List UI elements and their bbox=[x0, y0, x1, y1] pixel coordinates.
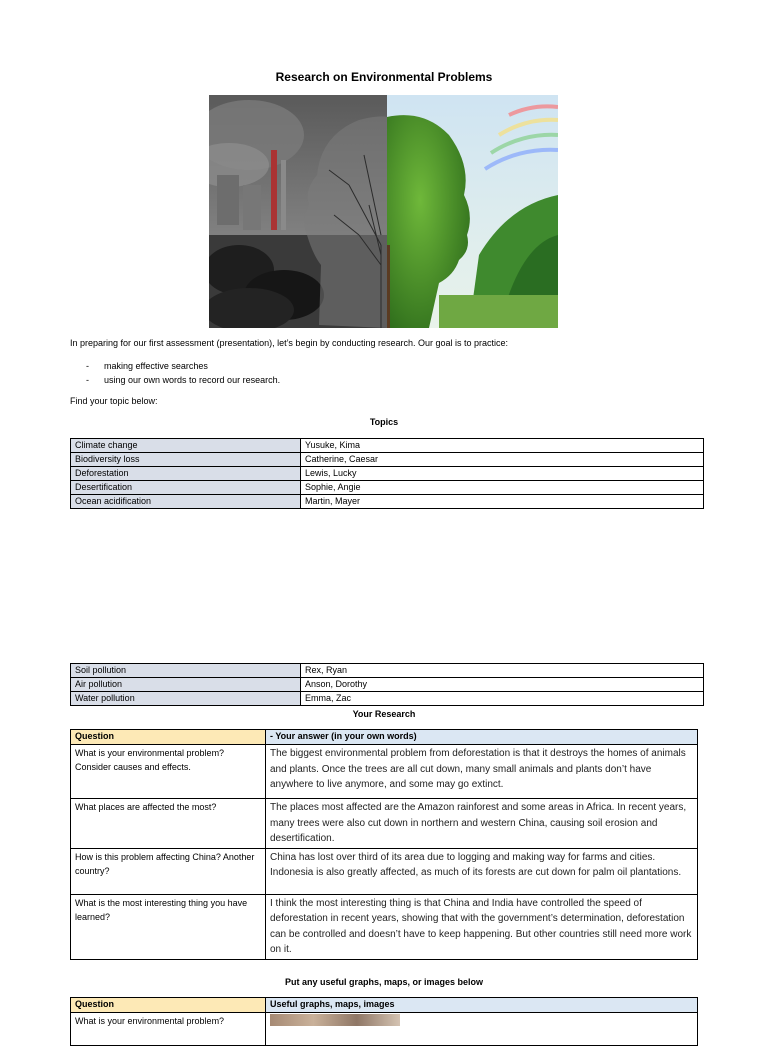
students-cell: Rex, Ryan bbox=[301, 664, 704, 678]
research-table bbox=[70, 729, 698, 960]
page-title: Research on Environmental Problems bbox=[275, 70, 493, 84]
students-cell: Catherine, Caesar bbox=[301, 453, 704, 467]
table-row bbox=[71, 745, 698, 799]
table-cell-question: How is this problem affecting China? Another country? bbox=[71, 848, 266, 894]
topic-cell: Deforestation bbox=[71, 467, 301, 481]
topic-cell: Water pollution bbox=[71, 692, 301, 706]
intro-text: In preparing for our first assessment (presentation), let’s begin by conducting research. Our goal is to practice: bbox=[70, 338, 509, 348]
graphs-heading: Put any useful graphs, maps, or images below bbox=[284, 977, 484, 987]
table-row bbox=[71, 799, 698, 849]
table-cell-answer: I think the most interesting thing is that China and India have controlled the speed of deforestation in recent years, showing that with the government’s determination, deforestation can be controlled and doesn’t have to keep happening. But other countries still need more work on it. bbox=[266, 894, 698, 959]
topic-cell: Soil pollution bbox=[71, 664, 301, 678]
answer-header: - Your answer (in your own words) bbox=[266, 730, 698, 745]
topic-cell: Climate change bbox=[71, 439, 301, 453]
research-heading: Your Research bbox=[352, 709, 416, 719]
table-cell-question: What is the most interesting thing you have learned? bbox=[71, 894, 266, 959]
topics-heading: Topics bbox=[369, 417, 399, 427]
table-row bbox=[71, 664, 704, 678]
table-cell-question: What is your environmental problem? Consider causes and effects. bbox=[71, 745, 266, 799]
table-row bbox=[71, 678, 704, 692]
topic-cell: Air pollution bbox=[71, 678, 301, 692]
question-header: Question bbox=[71, 730, 266, 745]
list-item: - making effective searches bbox=[86, 361, 208, 371]
table-row bbox=[71, 848, 698, 894]
topic-cell: Biodiversity loss bbox=[71, 453, 301, 467]
students-cell: Emma, Zac bbox=[301, 692, 704, 706]
table-row bbox=[71, 453, 704, 467]
useful-image-thumbnail bbox=[270, 1014, 400, 1026]
useful-graphs-header: Useful graphs, maps, images bbox=[266, 998, 698, 1013]
topics-table-continued bbox=[70, 663, 704, 706]
find-topic-text: Find your topic below: bbox=[70, 396, 158, 406]
table-row bbox=[71, 439, 704, 453]
students-cell: Martin, Mayer bbox=[301, 495, 704, 509]
students-cell: Yusuke, Kima bbox=[301, 439, 704, 453]
table-cell-answer: The places most affected are the Amazon rainforest and some areas in Africa. In recent years, many trees were also cut down in northern and western China, causing soil erosion and desertification. bbox=[266, 799, 698, 849]
table-row bbox=[71, 481, 704, 495]
environment-hero-image bbox=[209, 95, 558, 328]
question-header: Question bbox=[71, 998, 266, 1013]
table-cell-answer: The biggest environmental problem from deforestation is that it destroys the homes of animals and plants. Once the trees are all cut down, many small animals and plants don’t have anywhere to live anymore, and some may go extinct. bbox=[266, 745, 698, 799]
table-row bbox=[71, 894, 698, 959]
table-cell-answer: China has lost over third of its area due to logging and making way for farms and cities. Indonesia is also greatly affected, as much of its forests are cut down for palm oil plantations. bbox=[266, 848, 698, 894]
students-cell: Lewis, Lucky bbox=[301, 467, 704, 481]
goal-list bbox=[86, 359, 280, 387]
table-cell-question: What places are affected the most? bbox=[71, 799, 266, 849]
students-cell: Sophie, Angie bbox=[301, 481, 704, 495]
table-row bbox=[71, 495, 704, 509]
students-cell: Anson, Dorothy bbox=[301, 678, 704, 692]
table-cell-question: What is your environmental problem? bbox=[71, 1013, 266, 1046]
list-item: - using our own words to record our research. bbox=[86, 375, 281, 385]
topic-cell: Ocean acidification bbox=[71, 495, 301, 509]
table-row bbox=[71, 467, 704, 481]
topics-table bbox=[70, 438, 704, 509]
table-row bbox=[71, 692, 704, 706]
topic-cell: Desertification bbox=[71, 481, 301, 495]
